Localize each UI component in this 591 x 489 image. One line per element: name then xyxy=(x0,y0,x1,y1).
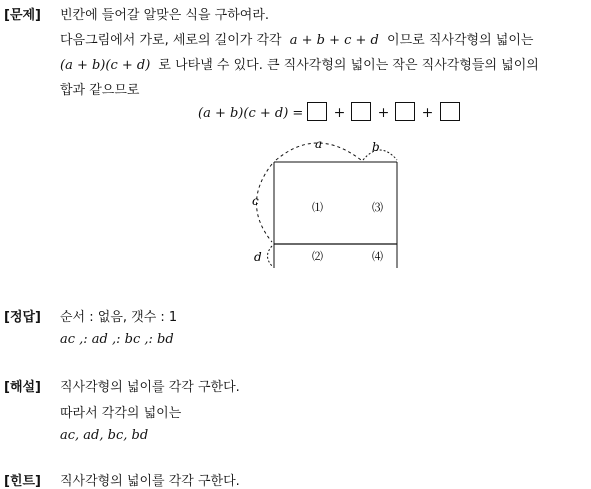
cell-3-label: ⑶ xyxy=(372,201,383,214)
plus-sign-1: + xyxy=(333,105,346,121)
answer-blank-1[interactable] xyxy=(307,102,327,121)
label-d: d xyxy=(254,250,262,264)
equation-lhs: (a + b)(c + d) = xyxy=(198,106,304,121)
plus-sign-2: + xyxy=(377,105,390,121)
cell-1-label: ⑴ xyxy=(312,201,323,214)
answer-line-1: 순서 : 없음, 갯수 : 1 xyxy=(60,310,178,325)
cell-2-label: ⑵ xyxy=(312,250,323,263)
problem-equation xyxy=(198,102,460,121)
problem-line-2-suffix: 이므로 직사각형의 넓이는 xyxy=(387,33,534,48)
explanation-line-1: 직사각형의 넓이를 각각 구한다. xyxy=(60,380,240,395)
problem-line-4: 합과 같으므로 xyxy=(60,83,140,98)
label-a: a xyxy=(315,137,323,151)
problem-line-2-prefix: 다음그림에서 가로, 세로의 길이가 각각 xyxy=(60,33,282,48)
problem-line-3-suffix: 로 나타낼 수 있다. 큰 직사각형의 넓이는 작은 직사각형들의 넓이의 xyxy=(158,58,539,73)
answer-blank-3[interactable] xyxy=(395,102,415,121)
hint-line-1: 직사각형의 넓이를 각각 구한다. xyxy=(60,474,240,489)
explanation-tag: [해설] xyxy=(4,380,41,395)
cell-4-label: ⑷ xyxy=(372,250,383,263)
problem-tag: [문제] xyxy=(4,8,41,23)
label-c: c xyxy=(252,194,259,208)
answer-blank-4[interactable] xyxy=(440,102,460,121)
arc-b xyxy=(363,150,397,160)
problem-line-2 xyxy=(60,29,533,48)
answer-tag: [정답] xyxy=(4,310,41,325)
explanation-line-2: 따라서 각각의 넓이는 xyxy=(60,406,182,421)
arc-c xyxy=(257,164,273,242)
problem-line-3 xyxy=(60,54,539,73)
rectangle-figure xyxy=(245,134,410,274)
answer-line-2: ac ,: ad ,: bc ,: bd xyxy=(60,332,174,347)
problem-line-1: 빈칸에 들어갈 알맞은 식을 구하여라. xyxy=(60,8,270,23)
problem-line-3-math: (a + b)(c + d) xyxy=(60,58,151,73)
answer-blank-2[interactable] xyxy=(351,102,371,121)
arc-d xyxy=(268,246,273,266)
plus-sign-3: + xyxy=(421,105,434,121)
hint-tag: [힌트] xyxy=(4,474,41,489)
explanation-line-3: ac, ad, bc, bd xyxy=(60,428,149,443)
label-b: b xyxy=(372,140,380,154)
problem-line-2-math: a + b + c + d xyxy=(289,33,379,48)
